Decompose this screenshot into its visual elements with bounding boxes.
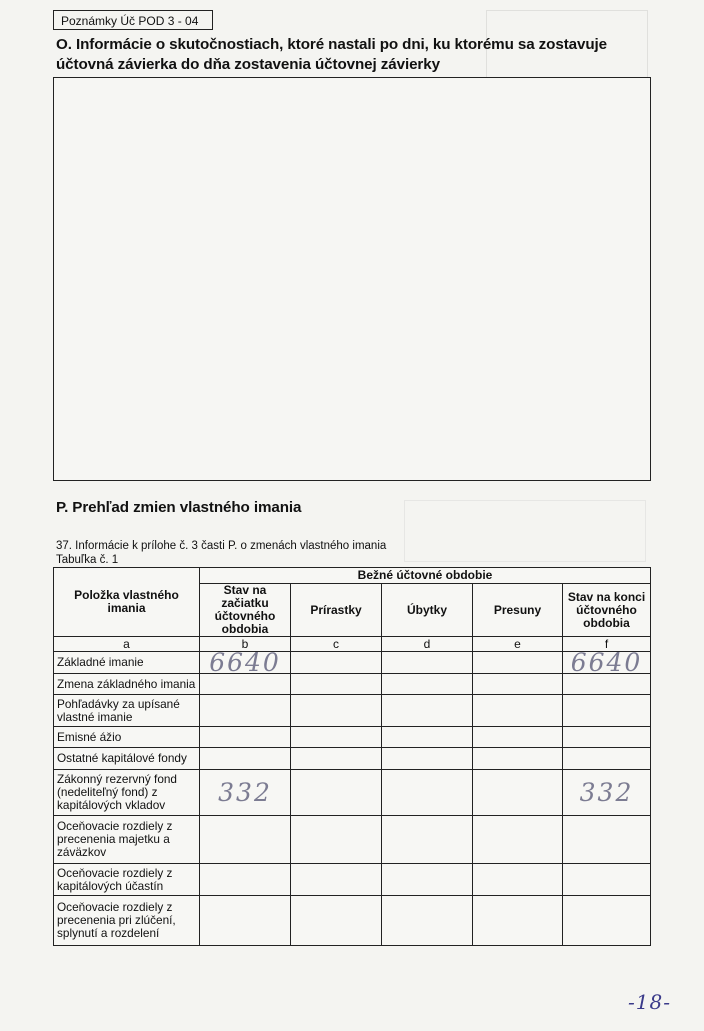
letter-d: d bbox=[382, 637, 473, 652]
table-label: Tabuľka č. 1 bbox=[56, 554, 119, 566]
cell-b[interactable] bbox=[200, 727, 291, 748]
handwritten-value: 332 bbox=[218, 777, 272, 807]
cell-e[interactable] bbox=[473, 770, 563, 816]
col-group-header: Bežné účtovné obdobie bbox=[200, 568, 651, 584]
row-label: Oceňovacie rozdiely z precenenia majetku a záväzkov bbox=[54, 816, 200, 864]
table-row bbox=[54, 674, 651, 695]
bleed-through-shadow-2 bbox=[404, 500, 646, 562]
cell-d[interactable] bbox=[382, 896, 473, 946]
handwritten-value: 332 bbox=[579, 777, 634, 807]
cell-b[interactable] bbox=[200, 748, 291, 770]
table-row bbox=[54, 770, 651, 816]
table-row bbox=[54, 896, 651, 946]
letter-b: b bbox=[200, 637, 291, 652]
row-label: Ostatné kapitálové fondy bbox=[54, 748, 200, 770]
page-number: -18- bbox=[628, 990, 671, 1014]
cell-b[interactable] bbox=[200, 864, 291, 896]
row-label: Oceňovacie rozdiely z kapitálových účastín bbox=[54, 864, 200, 896]
cell-b[interactable] bbox=[200, 695, 291, 727]
letter-row bbox=[54, 637, 651, 652]
row-label: Zákonný rezervný fond (nedeliteľný fond) z kapitálových vkladov bbox=[54, 770, 200, 816]
cell-f[interactable] bbox=[563, 674, 651, 695]
cell-f[interactable] bbox=[563, 816, 651, 864]
cell-d[interactable] bbox=[382, 674, 473, 695]
cell-e[interactable] bbox=[473, 652, 563, 674]
cell-d[interactable] bbox=[382, 652, 473, 674]
letter-f: f bbox=[563, 637, 651, 652]
cell-e[interactable] bbox=[473, 864, 563, 896]
section-o-title: O. Informácie o skutočnostiach, ktoré nastali po dni, ku ktorému sa zostavuje účtovná závierka do dňa zostavenia účtovnej závierky bbox=[56, 36, 607, 73]
cell-e[interactable] bbox=[473, 727, 563, 748]
cell-c[interactable] bbox=[291, 695, 382, 727]
cell-b[interactable] bbox=[200, 770, 291, 816]
col-header-e: Presuny bbox=[473, 584, 563, 637]
handwritten-value: 6640 bbox=[209, 651, 281, 674]
cell-d[interactable] bbox=[382, 727, 473, 748]
cell-d[interactable] bbox=[382, 695, 473, 727]
cell-b[interactable] bbox=[200, 652, 291, 674]
cell-e[interactable] bbox=[473, 674, 563, 695]
table-row bbox=[54, 727, 651, 748]
cell-b[interactable] bbox=[200, 816, 291, 864]
col-header-f: Stav na konci účtovného obdobia bbox=[563, 584, 651, 637]
col-header-d: Úbytky bbox=[382, 584, 473, 637]
cell-c[interactable] bbox=[291, 896, 382, 946]
cell-d[interactable] bbox=[382, 816, 473, 864]
section-o-content-box[interactable] bbox=[53, 77, 651, 481]
letter-a: a bbox=[54, 637, 200, 652]
table-row bbox=[54, 652, 651, 674]
cell-f[interactable] bbox=[563, 864, 651, 896]
cell-e[interactable] bbox=[473, 816, 563, 864]
section-p-title: P. Prehľad zmien vlastného imania bbox=[56, 499, 302, 516]
cell-c[interactable] bbox=[291, 674, 382, 695]
row-label: Oceňovacie rozdiely z precenenia pri zlúčení, splynutí a rozdelení bbox=[54, 896, 200, 946]
cell-c[interactable] bbox=[291, 727, 382, 748]
cell-d[interactable] bbox=[382, 748, 473, 770]
cell-e[interactable] bbox=[473, 748, 563, 770]
cell-c[interactable] bbox=[291, 770, 382, 816]
table-row bbox=[54, 695, 651, 727]
form-code-box: Poznámky Úč POD 3 - 04 bbox=[53, 10, 213, 30]
cell-c[interactable] bbox=[291, 864, 382, 896]
cell-b[interactable] bbox=[200, 674, 291, 695]
row-label: Pohľadávky za upísané vlastné imanie bbox=[54, 695, 200, 727]
col-header-c: Prírastky bbox=[291, 584, 382, 637]
cell-b[interactable] bbox=[200, 896, 291, 946]
row-label: Základné imanie bbox=[54, 652, 200, 674]
table-caption: 37. Informácie k prílohe č. 3 časti P. o zmenách vlastného imania bbox=[56, 540, 387, 552]
row-label: Emisné ážio bbox=[54, 727, 200, 748]
cell-e[interactable] bbox=[473, 896, 563, 946]
cell-f[interactable] bbox=[563, 896, 651, 946]
col-header-item: Položka vlastného imania bbox=[54, 568, 200, 637]
cell-f[interactable] bbox=[563, 748, 651, 770]
row-label: Zmena základného imania bbox=[54, 674, 200, 695]
cell-f[interactable] bbox=[563, 695, 651, 727]
table-row bbox=[54, 864, 651, 896]
cell-c[interactable] bbox=[291, 816, 382, 864]
cell-d[interactable] bbox=[382, 770, 473, 816]
cell-c[interactable] bbox=[291, 748, 382, 770]
cell-d[interactable] bbox=[382, 864, 473, 896]
cell-f[interactable] bbox=[563, 652, 651, 674]
letter-e: e bbox=[473, 637, 563, 652]
col-header-b: Stav na začiatku účtovného obdobia bbox=[200, 584, 291, 637]
handwritten-value: 6640 bbox=[570, 651, 643, 674]
cell-f[interactable] bbox=[563, 727, 651, 748]
cell-e[interactable] bbox=[473, 695, 563, 727]
letter-c: c bbox=[291, 637, 382, 652]
table-row bbox=[54, 748, 651, 770]
cell-c[interactable] bbox=[291, 652, 382, 674]
cell-f[interactable] bbox=[563, 770, 651, 816]
equity-changes-table bbox=[53, 567, 651, 946]
table-row bbox=[54, 816, 651, 864]
